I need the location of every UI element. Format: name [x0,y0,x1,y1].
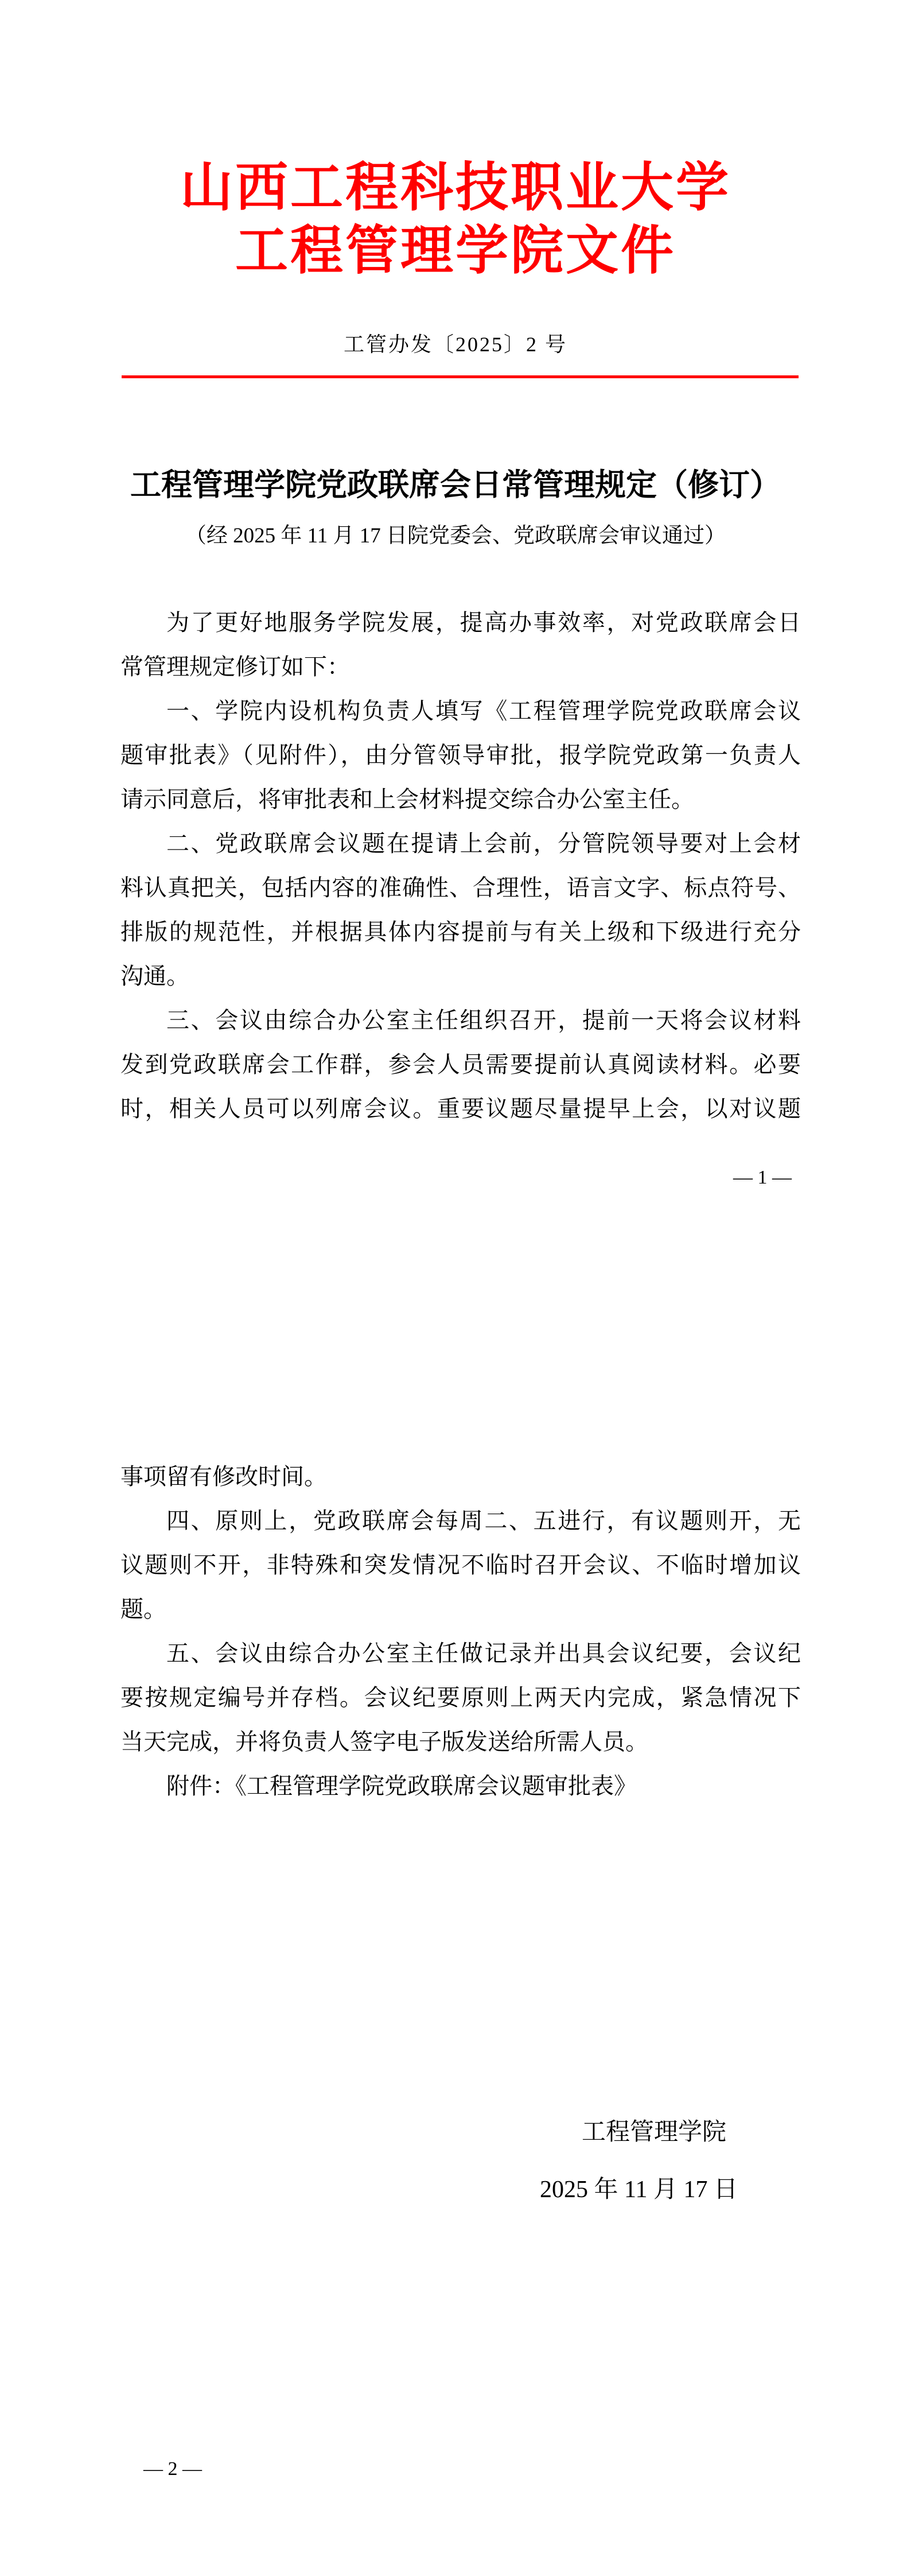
body-line: 三、会议由综合办公室主任组织召开，提前一天将会议材料 [166,1007,801,1033]
body-line: 四、原则上，党政联席会每周二、五进行，有议题则开，无 [166,1508,801,1534]
red-divider-rule [122,375,799,378]
body-line: 请示同意后，将审批表和上会材料提交综合办公室主任。 [120,786,694,812]
body-line: 要按规定编号并存档。会议纪要原则上两天内完成，紧急情况下 [120,1685,801,1710]
body-line: 附件：《工程管理学院党政联席会议题审批表》 [166,1773,637,1799]
body-line: 发到党政联席会工作群，参会人员需要提前认真阅读材料。必要 [120,1052,801,1077]
body-text-page-2 [120,1454,801,1808]
body-line: 沟通。 [120,963,189,989]
body-line: 料认真把关，包括内容的准确性、合理性，语言文字、标点符号、 [120,875,801,901]
document-title: 工程管理学院党政联席会日常管理规定（修订） [130,468,781,502]
body-line: 议题则不开，非特殊和突发情况不临时召开会议、不临时增加议 [120,1552,801,1578]
body-line: 题。 [120,1596,166,1622]
body-line: 五、会议由综合办公室主任做记录并出具会议纪要，会议纪 [166,1640,801,1666]
signature-date: 2025 年 11 月 17 日 [540,2177,738,2203]
page-number-1: — 1 — [733,1167,792,1188]
body-line: 排版的规范性，并根据具体内容提前与有关上级和下级进行充分 [120,919,801,945]
body-line: 时，相关人员可以列席会议。重要议题尽量提早上会，以对议题 [120,1096,801,1122]
document-number: 工管办发〔2025〕2 号 [343,333,567,356]
document-subtitle: （经 2025 年 11 月 17 日院党委会、党政联席会审议通过） [185,524,726,548]
page-2 [0,1288,911,2576]
body-line: 事项留有修改时间。 [120,1464,327,1489]
body-line: 当天完成，并将负责人签字电子版发送给所需人员。 [120,1729,648,1755]
body-line: 二、党政联席会议题在提请上会前，分管院领导要对上会材 [166,831,801,856]
red-letterhead [0,156,911,282]
org-title-line-1: 山西工程科技职业大学 [180,158,731,217]
signature-org-name: 工程管理学院 [582,2119,727,2146]
body-line: 一、学院内设机构负责人填写《工程管理学院党政联席会议 [166,698,801,724]
body-line: 为了更好地服务学院发展，提高办事效率，对党政联席会日 [166,610,801,635]
page-number-2: — 2 — [143,2458,202,2480]
org-title-line-2: 工程管理学院文件 [235,222,676,280]
body-line: 题审批表》（见附件），由分管领导审批，报学院党政第一负责人 [120,742,801,768]
body-line: 常管理规定修订如下： [120,654,350,680]
body-text-page-1 [120,600,801,1131]
